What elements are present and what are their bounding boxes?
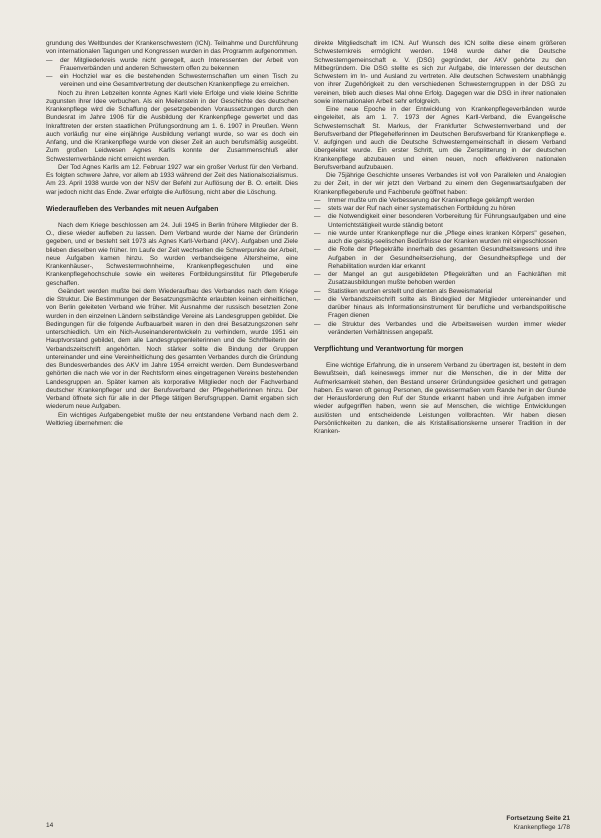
paragraph: grundung des Weltbundes der Krankenschwestern (ICN). Teilnahme und Durchführung von internationalen Tagungen und Kongressen wurden in das Programm aufgenommen. xyxy=(46,40,298,56)
paragraph: direkte Mitgliedschaft im ICN. Auf Wunsch des ICN sollte diese einem größeren Schwesternkreis ermöglicht werden. 1948 wurde daher die Deutsche Schwesterngemeinschaft e. V. (DSG) gegründet, der AKV gehörte zu den Mitbegründern. Die DSG stellte es sich zur Aufgabe, die Interessen der deutschen Schwestern im In- und Ausland zu vertreten. Alle deutschen Schwestern unabhängig von ihrer Zugehörigkeit zu den verschiedenen Schwesterngruppen in der DSG zu vereinen, blieb auch dieses Mal ohne Erfolg. Dagegen war die DSG in ihrer nationalen sowie internationalen Arbeit sehr erfolgreich. xyxy=(314,40,566,105)
list-item: — Statistiken wurden erstellt und dienten als Beweismaterial xyxy=(314,288,566,296)
paragraph: Eine neue Epoche in der Entwicklung von Krankenpflegeverbänden wurde eingeleitet, als am 1. 7. 1973 der Agnes Karll-Verband, die Evangelische Schwesternschaft St. Markus, der Frankfurter Schwesternverband und der Berufsverband der Pflegehelferinnen im Deutschen Berufsverband für Krankenpflege e. V. aufgingen und auch die Deutsche Schwesterngemeinschaft in diesem Verband übergeleitet wurde. Ein erster Schritt, um die Zersplitterung in der deutschen Krankenpflege abzubauen und einen neuen, noch effektiveren nationalen Berufsverband aufzubauen. xyxy=(314,106,566,171)
paragraph: Noch zu ihren Lebzeiten konnte Agnes Karll viele Erfolge und viele kleine Schritte zugunsten ihrer Idee verbuchen. Als ein Meilenstein in der Geschichte des deutschen Krankenpflege wird die Schaffung der gesetzgebenden Voraussetzungen durch den Bundesrat im Jahre 1906 für die Ausbildung der Krankenpflege gewertet und das Inkrafttreten der ersten staatlichen Prüfungsordnung am 1. 6. 1907 in Preußen. Wenn auch vorläufig nur eine einjährige Ausbildung verlangt wurde, so war es doch ein Anfang, und die Krankenpflege wurde von dieser Zeit an auch berufsmäßig ausgeübt. Zum großen Leidwesen Agnes Karlls konnte der Zusammenschluß aller Schwesternverbände nicht erreicht werden. xyxy=(46,89,298,163)
list-item: — stets war der Ruf nach einer systematischen Fortbildung zu hören xyxy=(314,205,566,213)
page-number: 14 xyxy=(46,822,54,829)
section-heading: Verpflichtung und Verantwortung für morgen xyxy=(314,346,464,353)
paragraph: Der Tod Agnes Karlls am 12. Februar 1927 war ein großer Verlust für den Verband. Es folgten schwere Jahre, vor allem ab 1933 während der Zeit des Nationalsozialismus. Am 23. April 1938 wurde von der NSV der Befehl zur Auflösung der B. O. erteilt. Dies war jedoch nicht das Ende. Zwar erfolgte die Auflösung, nicht aber die Löschung. xyxy=(46,163,298,196)
list-item: — der Mangel an gut ausgebildeten Pflegekräften und an Fachkräften mit Zusatzausbildungen mußte behoben werden xyxy=(314,271,566,288)
footer-right xyxy=(470,814,570,832)
paragraph: Nach dem Kriege beschlossen am 24. Juli 1945 in Berlin frühere Mitglieder der B. O., diese wieder aufleben zu lassen. Dem Verband wurde der Name der Gründerin gegeben, und er besteht seit 1973 als Agnes Karll-Verband (AKV). Aufgaben und Ziele blieben dieselben wie früher. Im Laufe der Zeit wechselten die Schwerpunkte der Arbeit, neue Aufgaben kamen hinzu. So wurden verbandseigene Altersheime, eine Krankenhäuser-, Schwesternwohnheime, Krankenpflegeschulen und eine Krankenpflegehochschule sowie ein weiteres Fortbildungsinstitut für Pflegeberufe geschaffen. xyxy=(46,221,298,287)
journal-reference: Krankenpflege 1/78 xyxy=(513,824,570,831)
left-column xyxy=(46,40,298,428)
section-heading: Wiederaufleben des Verbandes mit neuen Aufgaben xyxy=(46,205,219,213)
list-item: — die Struktur des Verbandes und die Arbeitsweisen wurden immer wieder veränderten Verhältnissen angepaßt. xyxy=(314,321,566,338)
bullet-list xyxy=(46,57,298,90)
list-item: — der Mitgliederkreis wurde nicht geregelt, auch Interessenten der Arbeit von Frauenverbänden und anderen Schwestern offen zu bekennen xyxy=(46,57,298,74)
paragraph: Eine wichtige Erfahrung, die in unserem Verband zu übertragen ist, besteht in dem Bewußtsein, daß keineswegs immer nur die Menschen, die in der Mitte der Aufmerksamkeit stehen, den Bestand unserer Gründungsidee gesichert und getragen haben. Es waren oft genug Personen, die gewissermaßen vom Rande her in der Gunde der Herausforderung den Ruf der Stunde erkannt haben und ihre Aufgaben immer wieder aufgegriffen haben, wenn sie auf Menschen, die wichtige Entwicklungen auslösten und entscheidende Leistungen vollbrachten. Wir haben diesen Persönlichkeiten zu danken, die als Kristallisationskerne unserer Tradition in der Kranken- xyxy=(314,362,566,435)
list-item: — die Rolle der Pflegekräfte innerhalb des gesamten Gesundheitswesens und ihre Aufgaben in der Gesundheitserziehung, der Gesundheitspflege und der Rehabilitation wurden klar erkannt xyxy=(314,246,566,271)
right-column xyxy=(314,40,566,436)
list-item: — nie wurde unter Krankenpflege nur die „Pflege eines kranken Körpers" gesehen, auch die geistig-seelischen Bedürfnisse der Kranken wurden mit eingeschlossen xyxy=(314,230,566,247)
list-item: — ein Hochziel war es die bestehenden Schwesternschaften um einen Tisch zu vereinen und eine Gesamtvertretung der deutschen Krankenpflege zu erreichen. xyxy=(46,73,298,90)
paragraph: Ein wichtiges Aufgabengebiet mußte der neu entstandene Verband nach dem 2. Weltkrieg übernehmen: die xyxy=(46,411,298,427)
list-item: — die Verbandszeitschrift sollte als Bindeglied der Mitglieder untereinander und darüber hinaus als Informationsinstrument für berufliche und verbandspolitische Fragen dienen xyxy=(314,296,566,321)
list-item: — die Notwendigkeit einer besonderen Vorbereitung für Führungsaufgaben und eine Unterrichtstätigkeit wurde ständig betont xyxy=(314,213,566,230)
paragraph: Die 75jährige Geschichte unseres Verbandes ist voll von Parallelen und Analogien zu der Zeit, in der wir jetzt den Verband zu einem den Gegenwartsaufgaben der Krankenpflegeberufe und Fachberufe geöffnet haben: xyxy=(314,172,566,196)
list-item: — Immer mußte um die Verbesserung der Krankenpflege gekämpft werden xyxy=(314,197,566,205)
continued-note: Fortsetzung Seite 21 xyxy=(506,815,570,822)
bullet-list xyxy=(314,197,566,337)
paragraph: Geändert werden mußte bei dem Wiederaufbau des Verbandes nach dem Kriege die Struktur. Die Bestimmungen der Besatzungsmächte erlaubten keinen einheitlichen, von Berlin geleiteten Verband wie früher. Mit Ausnahme der russisch besetzten Zone wurden in den einzelnen Ländern selbständige Vereine als Landesgruppen gebildet. Die Bedingungen für die folgende Aufbauarbeit waren in den drei Besatzungszonen sehr unterschiedlich. Um ein Nich-Auseinanderentwickeln zu verhindern, wurde 1951 ein Hauptvorstand gebildet, dem alle Landesgruppenleiterinnen und die Schriftleiterin der Verbandszeitschrift angehörten. Noch stärker sollte die Bindung der Gruppen untereinander und eine Vereinheitlichung des gesamten Verbandes durch die Gründung des Bundesverbandes des AKV im Jahre 1954 erreicht werden. Dem Bundesverband gehörten die nach wie vor in der Rechtsform eines eingetragenen Vereins bestehenden Landesgruppen an. Später kamen als korporative Mitglieder noch der Fachverband deutscher Krankenpfleger und der Berufsverband der Pflegehelferinnen hinzu. Der Verband öffnete sich für alle in der Pflege tätigen Berufsgruppen. Damit ergaben sich wiederum neue Aufgaben. xyxy=(46,287,298,411)
